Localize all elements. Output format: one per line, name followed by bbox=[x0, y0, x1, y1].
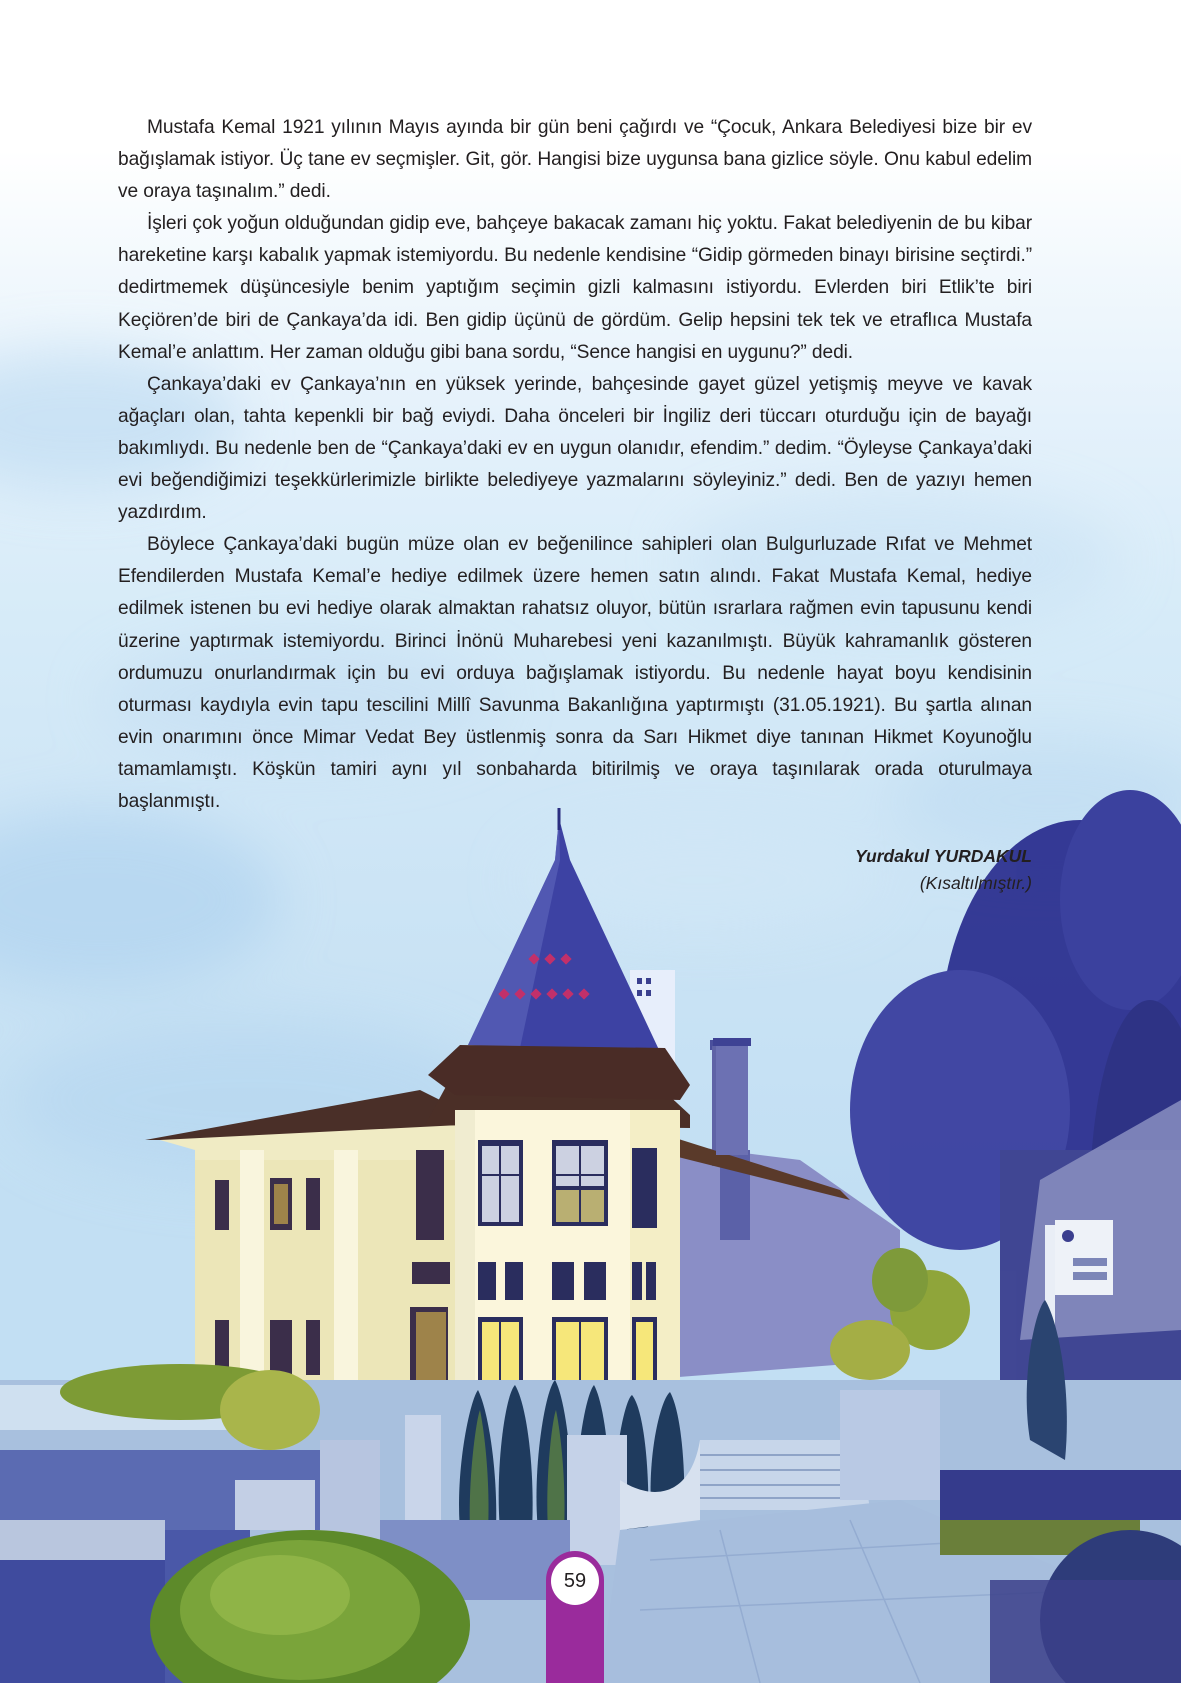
abridged-note: (Kısaltılmıştır.) bbox=[919, 873, 1032, 893]
page-number-tab bbox=[546, 1551, 604, 1683]
paragraph-4: Böylece Çankaya’daki bugün müze olan ev beğenilince sahipleri olan Bulgurluzade Rıfat ve Mehmet Efendilerden Mustafa Kemal’e hediye edilmek üzere hemen satın alındı. Fakat Mustafa Kemal, hediye edilmek istenen bu evi hediye olarak almaktan rahatsız oluyor, bütün ısrarlara rağmen evin tapusunu kendi üzerine yaptırmak istemiyordu. Birinci İnönü Muharebesi yeni kazanılmıştı. Büyük kahramanlık gösteren ordumuzu onurlandırmak için bu evi orduya bağışlamak istiyordu. Bu nedenle hayat boyu kendisinin oturması kaydıyla evin tapu tescilini Millî Savunma Bakanlığına yaptırmıştı (31.05.1921). Bu şartla alınan evin onarımını önce Mimar Vedat Bey üstlenmiş sonra da Sarı Hikmet diye tanınan Hikmet Koyunoğlu tamamlamıştı. Köşkün tamiri aynı yıl sonbaharda bitirilmiş ve oraya taşınılarak orada oturulmaya başlanmıştı. bbox=[118, 534, 1032, 812]
paragraph-3: Çankaya’daki ev Çankaya’nın en yüksek yerinde, bahçesinde gayet güzel yetişmiş meyve ve kavak ağaçları olan, tahta kepenkli bir bağ eviydi. Daha önceleri bir İngiliz deri tüccarı oturduğu için de bayağı bakımlıydı. Bu nedenle ben de “Çankaya’daki ev en uygun olanıdır, efendim.” dedim. “Öyleyse Çankaya’daki evi beğendiğimizi teşekkürlerimizle birlikte belediyeye yazmalarını söyleyiniz.” dedi. Ben de yazıyı hemen yazdırdım. bbox=[118, 373, 1032, 524]
paragraph-2: İşleri çok yoğun olduğundan gidip eve, bahçeye bakacak zamanı hiç yoktu. Fakat belediyenin de bu kibar hareketine karşı kabalık yapmak istemiyordu. Bu nedenle kendisine “Gidip görmeden binayı birisine seçtirdi.” dedirtmemek düşüncesiyle benim yaptığım seçimin gizli kalmasını istiyordu. Evlerden biri Etlik’te biri Keçiören’de biri de Çankaya’da idi. Ben gidip üçünü de gördüm. Gelip hepsini tek tek ve etraflıca Mustafa Kemal’e anlattım. Her zaman olduğu gibi bana sordu, “Sence hangisi en uygunu?” dedi. bbox=[118, 213, 1032, 363]
attribution bbox=[855, 843, 1032, 897]
author-name: Yurdakul YURDAKUL bbox=[855, 846, 1032, 866]
article-text bbox=[118, 112, 1032, 818]
page-number: 59 bbox=[551, 1557, 599, 1605]
paragraph-1: Mustafa Kemal 1921 yılının Mayıs ayında bir gün beni çağırdı ve “Çocuk, Ankara Belediyesi bize bir ev bağışlamak istiyor. Üç tane ev seçmişler. Git, gör. Hangisi bize uygunsa bana gizlice söyle. Onu kabul edelim ve oraya taşınalım.” dedi. bbox=[118, 117, 1032, 203]
